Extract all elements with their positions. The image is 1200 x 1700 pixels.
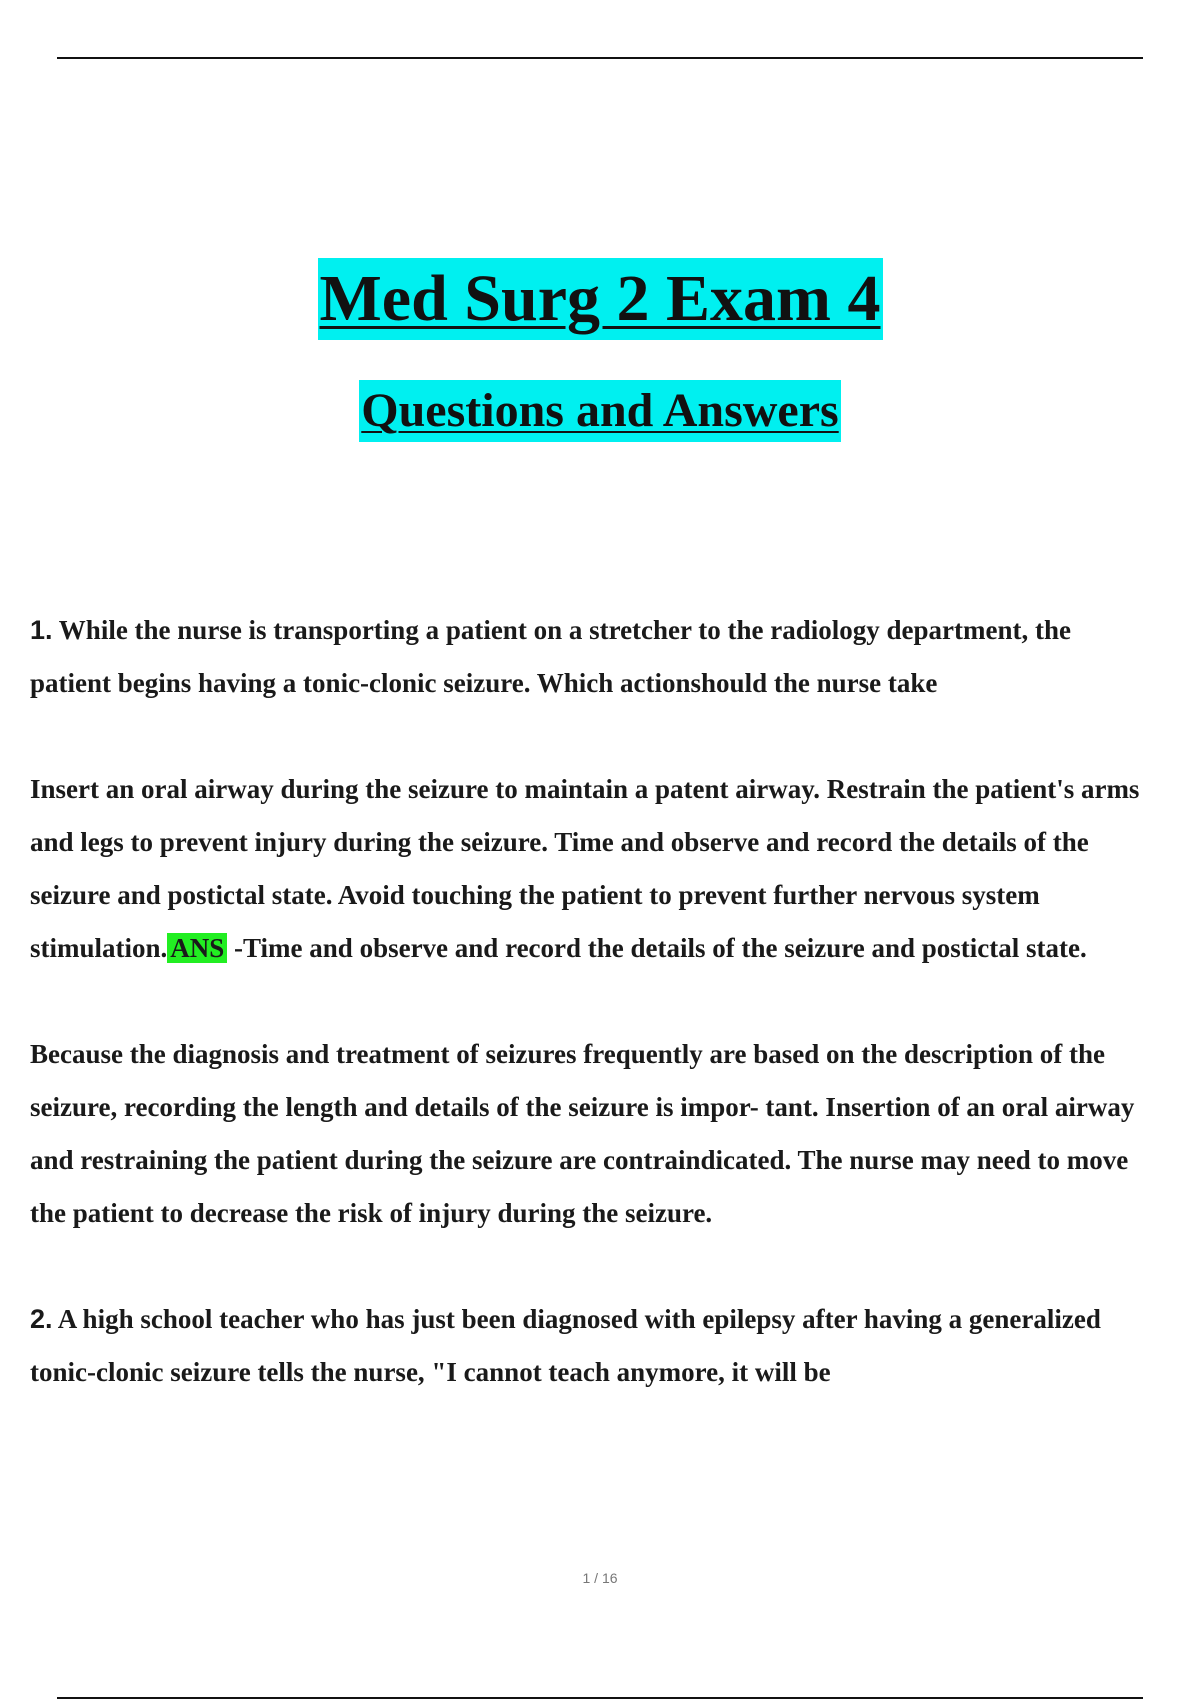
page-indicator: 1 / 16 xyxy=(582,1570,618,1586)
document-body xyxy=(30,604,1140,1452)
question-number: 2. xyxy=(30,1304,53,1334)
question-1-rationale xyxy=(30,1028,1140,1240)
rationale-text: Because the diagnosis and treatment of seizures frequently are based on the description of the seizure, recording the length and details of the seizure is impor- tant. Insertion of an oral airway and restraining the patient during the seizure are contraindicated. The nurse may need to move the patient to decrease the risk of injury during the seizure. xyxy=(30,1039,1135,1228)
question-text: While the nurse is transporting a patient on a stretcher to the radiology department, the patient begins having a tonic-clonic seizure. Which actionshould the nurse take xyxy=(30,615,1071,698)
bottom-rule xyxy=(57,1697,1143,1699)
top-rule xyxy=(57,57,1143,59)
document-title xyxy=(0,258,1200,340)
answer-options: Insert an oral airway during the seizure to maintain a patent airway. Restrain the patient's arms and legs to prevent injury during the seizure. Time and observe and record the details of the seizure and postictal state. Avoid touching the patient to prevent further nervous system stimulation. xyxy=(30,774,1140,963)
document-subtitle-text: Questions and Answers xyxy=(359,380,840,442)
question-number: 1. xyxy=(30,615,53,645)
document-subtitle xyxy=(0,380,1200,442)
correct-answer: -Time and observe and record the details of the seizure and postictal state. xyxy=(234,933,1087,963)
answer-label-badge: ANS xyxy=(167,933,227,963)
question-1-options xyxy=(30,763,1140,975)
document-title-text: Med Surg 2 Exam 4 xyxy=(318,258,883,340)
question-2 xyxy=(30,1293,1140,1399)
question-1 xyxy=(30,604,1140,710)
question-text: A high school teacher who has just been diagnosed with epilepsy after having a generalized tonic-clonic seizure tells the nurse, "I cannot teach anymore, it will be xyxy=(30,1304,1101,1387)
